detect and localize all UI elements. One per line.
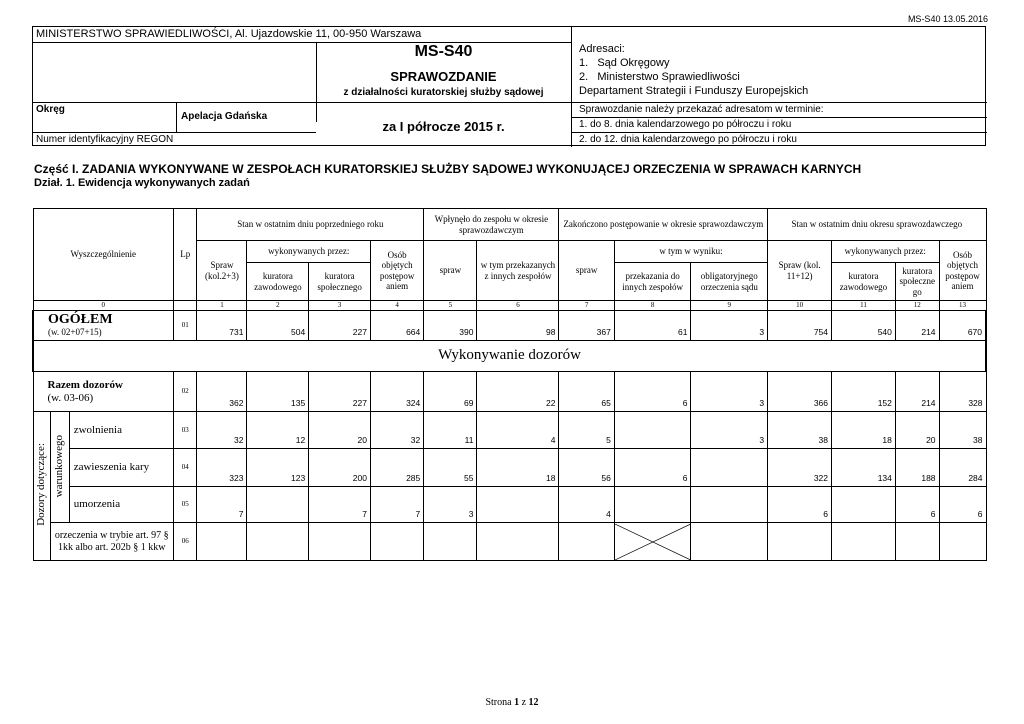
doc-code-date: MS-S40 13.05.2016 — [907, 14, 988, 24]
cell-value — [559, 523, 614, 561]
cell-value: 38 — [939, 412, 986, 449]
cell-value: 324 — [370, 372, 423, 412]
cell-value: 7 — [309, 487, 371, 523]
cell-value — [832, 487, 896, 523]
cell-value — [832, 523, 896, 561]
section-subtitle: Dział. 1. Ewidencja wykonywanych zadań — [34, 177, 250, 189]
th-osob: Osób objętych postępow aniem — [370, 241, 423, 301]
th-w-tym-w-wyniku: w tym w wyniku: — [614, 241, 767, 263]
cell-value: 322 — [768, 449, 832, 487]
cell-value — [768, 523, 832, 561]
cell-value: 6 — [768, 487, 832, 523]
razem-label: Razem dozorów — [47, 378, 123, 391]
cell-value: 731 — [197, 311, 247, 341]
cell-value: 18 — [477, 449, 559, 487]
group-inner-label — [50, 412, 69, 523]
cell-value: 3 — [691, 372, 768, 412]
cell-value: 4 — [477, 412, 559, 449]
col-number: 3 — [309, 301, 371, 311]
page-total: 12 — [528, 697, 539, 708]
cell-value: 188 — [895, 449, 939, 487]
cell-value: 200 — [309, 449, 371, 487]
col-number: 2 — [247, 301, 309, 311]
okreg-label: Okręg — [36, 104, 65, 115]
cell-value: 540 — [832, 311, 896, 341]
th-zakonczono: Zakończono postępowanie w okresie sprawozdawczym — [559, 209, 768, 241]
cell-value: 12 — [247, 412, 309, 449]
cell-value — [691, 487, 768, 523]
cell-value: 214 — [895, 372, 939, 412]
cell-value: 323 — [197, 449, 247, 487]
row-lp: 05 — [174, 487, 197, 523]
section-dozory: Wykonywanie dozorów — [33, 341, 986, 372]
cell-value — [197, 523, 247, 561]
cell-value: 55 — [424, 449, 477, 487]
page-number: 1 — [514, 697, 520, 708]
col-number: 0 — [33, 301, 174, 311]
addressee-2b: Departament Strategii i Funduszy Europejskich — [579, 85, 809, 97]
cell-value: 56 — [559, 449, 614, 487]
cell-value — [614, 487, 691, 523]
col-number: 5 — [424, 301, 477, 311]
th-stan-kon: Stan w ostatnim dniu okresu sprawozdawczego — [768, 209, 986, 241]
cell-value: 61 — [614, 311, 691, 341]
cell-value: 69 — [424, 372, 477, 412]
th-kur-zaw-2: kuratora zawodowego — [832, 263, 896, 301]
cell-value: 20 — [309, 412, 371, 449]
ogolem-sub: (w. 02+07+15) — [48, 327, 102, 338]
col-number: 12 — [895, 301, 939, 311]
row-lp: 04 — [174, 449, 197, 487]
th-spraw-zak: spraw — [559, 241, 614, 301]
crossed-out-cell — [614, 523, 691, 561]
cell-value — [247, 487, 309, 523]
cell-value: 6 — [939, 487, 986, 523]
cell-value: 328 — [939, 372, 986, 412]
th-osob-2: Osób objętych postępow aniem — [939, 241, 986, 301]
cell-value: 65 — [559, 372, 614, 412]
deadline-2: 2. do 12. dnia kalendarzowego po półroczu i roku — [579, 134, 797, 145]
section-title: Część I. ZADANIA WYKONYWANE W ZESPOŁACH KURATORSKIEJ SŁUŻBY SĄDOWEJ WYKONUJĄCEJ ORZECZENIA W SPRAWACH KARNYCH — [34, 162, 862, 176]
group-outer-label — [33, 412, 50, 561]
col-number — [174, 301, 197, 311]
cell-value — [691, 449, 768, 487]
cell-value: 6 — [614, 449, 691, 487]
cell-value: 285 — [370, 449, 423, 487]
cell-value — [691, 523, 768, 561]
group-outer-text: Dozory dotyczące: — [35, 443, 48, 527]
th-lp: Lp — [174, 209, 197, 301]
cell-value: 390 — [424, 311, 477, 341]
cell-value: 3 — [691, 311, 768, 341]
page-prefix: Strona — [485, 697, 515, 708]
addressees-label: Adresaci: — [579, 43, 625, 55]
th-stan-pocz: Stan w ostatnim dniu poprzedniego roku — [197, 209, 424, 241]
cell-value — [309, 523, 371, 561]
cell-value: 135 — [247, 372, 309, 412]
row-razem-label — [33, 372, 174, 412]
cell-value: 98 — [477, 311, 559, 341]
deadline-1: 1. do 8. dnia kalendarzowego po półroczu i roku — [579, 119, 792, 130]
row-label: zwolnienia — [69, 412, 173, 449]
cell-value: 227 — [309, 311, 371, 341]
cell-value: 670 — [939, 311, 986, 341]
cell-value: 11 — [424, 412, 477, 449]
razem-sub: (w. 03-06) — [47, 391, 94, 404]
cell-value: 367 — [559, 311, 614, 341]
row-label: orzeczenia w trybie art. 97 § 1kk albo art. 202b § 1 kkw — [50, 523, 173, 561]
th-przekazania: przekazania do innych zespołów — [614, 263, 691, 301]
ogolem-label: OGÓŁEM — [48, 312, 113, 328]
page-mid: z — [519, 697, 529, 708]
cell-value: 284 — [939, 449, 986, 487]
cell-value — [939, 523, 986, 561]
row-lp: 03 — [174, 412, 197, 449]
cell-value — [370, 523, 423, 561]
report-period: za I półrocze 2015 r. — [382, 119, 505, 134]
cell-value — [895, 523, 939, 561]
cell-value — [424, 523, 477, 561]
th-spraw-kol23: Spraw (kol.2+3) — [197, 241, 247, 301]
cell-value: 7 — [370, 487, 423, 523]
cell-value: 3 — [691, 412, 768, 449]
th-kur-zaw: kuratora zawodowego — [247, 263, 309, 301]
th-wplynelo: Wpłynęło do zespołu w okresie sprawozdawczym — [424, 209, 559, 241]
cell-value: 22 — [477, 372, 559, 412]
cell-value: 3 — [424, 487, 477, 523]
col-number: 11 — [832, 301, 896, 311]
cell-value: 18 — [832, 412, 896, 449]
th-wyszczegolnienie: Wyszczególnienie — [33, 209, 174, 301]
col-number: 1 — [197, 301, 247, 311]
col-number: 6 — [477, 301, 559, 311]
report-subtitle: z działalności kuratorskiej służby sądowej — [343, 87, 544, 98]
addressee-1: 1. Sąd Okręgowy — [579, 57, 670, 69]
row-lp: 01 — [174, 311, 197, 341]
cell-value: 754 — [768, 311, 832, 341]
cell-value: 134 — [832, 449, 896, 487]
cell-value: 123 — [247, 449, 309, 487]
addressee-2: 2. Ministerstwo Sprawiedliwości — [579, 71, 740, 83]
th-spraw-kol1112: Spraw (kol. 11+12) — [768, 241, 832, 301]
th-wykonywanych: wykonywanych przez: — [247, 241, 371, 263]
page-footer — [0, 697, 1024, 708]
deadline-title: Sprawozdanie należy przekazać adresatom w terminie: — [579, 104, 824, 115]
th-obligatoryjnego: obligatoryjnego orzeczenia sądu — [691, 263, 768, 301]
cell-value: 7 — [197, 487, 247, 523]
cell-value: 38 — [768, 412, 832, 449]
cell-value — [614, 412, 691, 449]
col-number: 8 — [614, 301, 691, 311]
header-block — [32, 26, 986, 146]
cell-value: 20 — [895, 412, 939, 449]
col-number: 4 — [370, 301, 423, 311]
th-kur-spol: kuratora społecznego — [309, 263, 371, 301]
okreg-value: Apelacja Gdańska — [181, 111, 268, 122]
cell-value: 6 — [614, 372, 691, 412]
cell-value: 664 — [370, 311, 423, 341]
th-w-tym-przek: w tym przekazanych z innych zespołów — [477, 241, 559, 301]
col-number: 7 — [559, 301, 614, 311]
cell-value: 227 — [309, 372, 371, 412]
regon-label: Numer identyfikacyjny REGON — [36, 134, 174, 145]
cell-value — [477, 487, 559, 523]
report-title: SPRAWOZDANIE — [390, 69, 497, 84]
th-kur-spol-2: kuratora społeczne go — [895, 263, 939, 301]
cell-value: 152 — [832, 372, 896, 412]
col-number: 10 — [768, 301, 832, 311]
th-wykonywanych-2: wykonywanych przez: — [832, 241, 940, 263]
cross-mark-icon — [615, 524, 691, 560]
form-code: MS-S40 — [414, 43, 473, 60]
cell-value: 504 — [247, 311, 309, 341]
row-label: zawieszenia kary — [69, 449, 173, 487]
cell-value: 32 — [370, 412, 423, 449]
col-number: 9 — [691, 301, 768, 311]
row-lp: 02 — [174, 372, 197, 412]
col-number: 13 — [939, 301, 986, 311]
cell-value: 4 — [559, 487, 614, 523]
ministry-line: MINISTERSTWO SPRAWIEDLIWOŚCI, Al. Ujazdowskie 11, 00-950 Warszawa — [36, 28, 422, 40]
cell-value: 32 — [197, 412, 247, 449]
cell-value: 366 — [768, 372, 832, 412]
tasks-table — [32, 208, 987, 561]
row-lp: 06 — [174, 523, 197, 561]
group-inner-text: warunkowego — [53, 434, 66, 497]
cell-value: 214 — [895, 311, 939, 341]
cell-value: 362 — [197, 372, 247, 412]
cell-value — [477, 523, 559, 561]
cell-value — [247, 523, 309, 561]
row-ogolem-label — [33, 311, 174, 341]
cell-value: 6 — [895, 487, 939, 523]
th-spraw: spraw — [424, 241, 477, 301]
cell-value: 5 — [559, 412, 614, 449]
row-label: umorzenia — [69, 487, 173, 523]
